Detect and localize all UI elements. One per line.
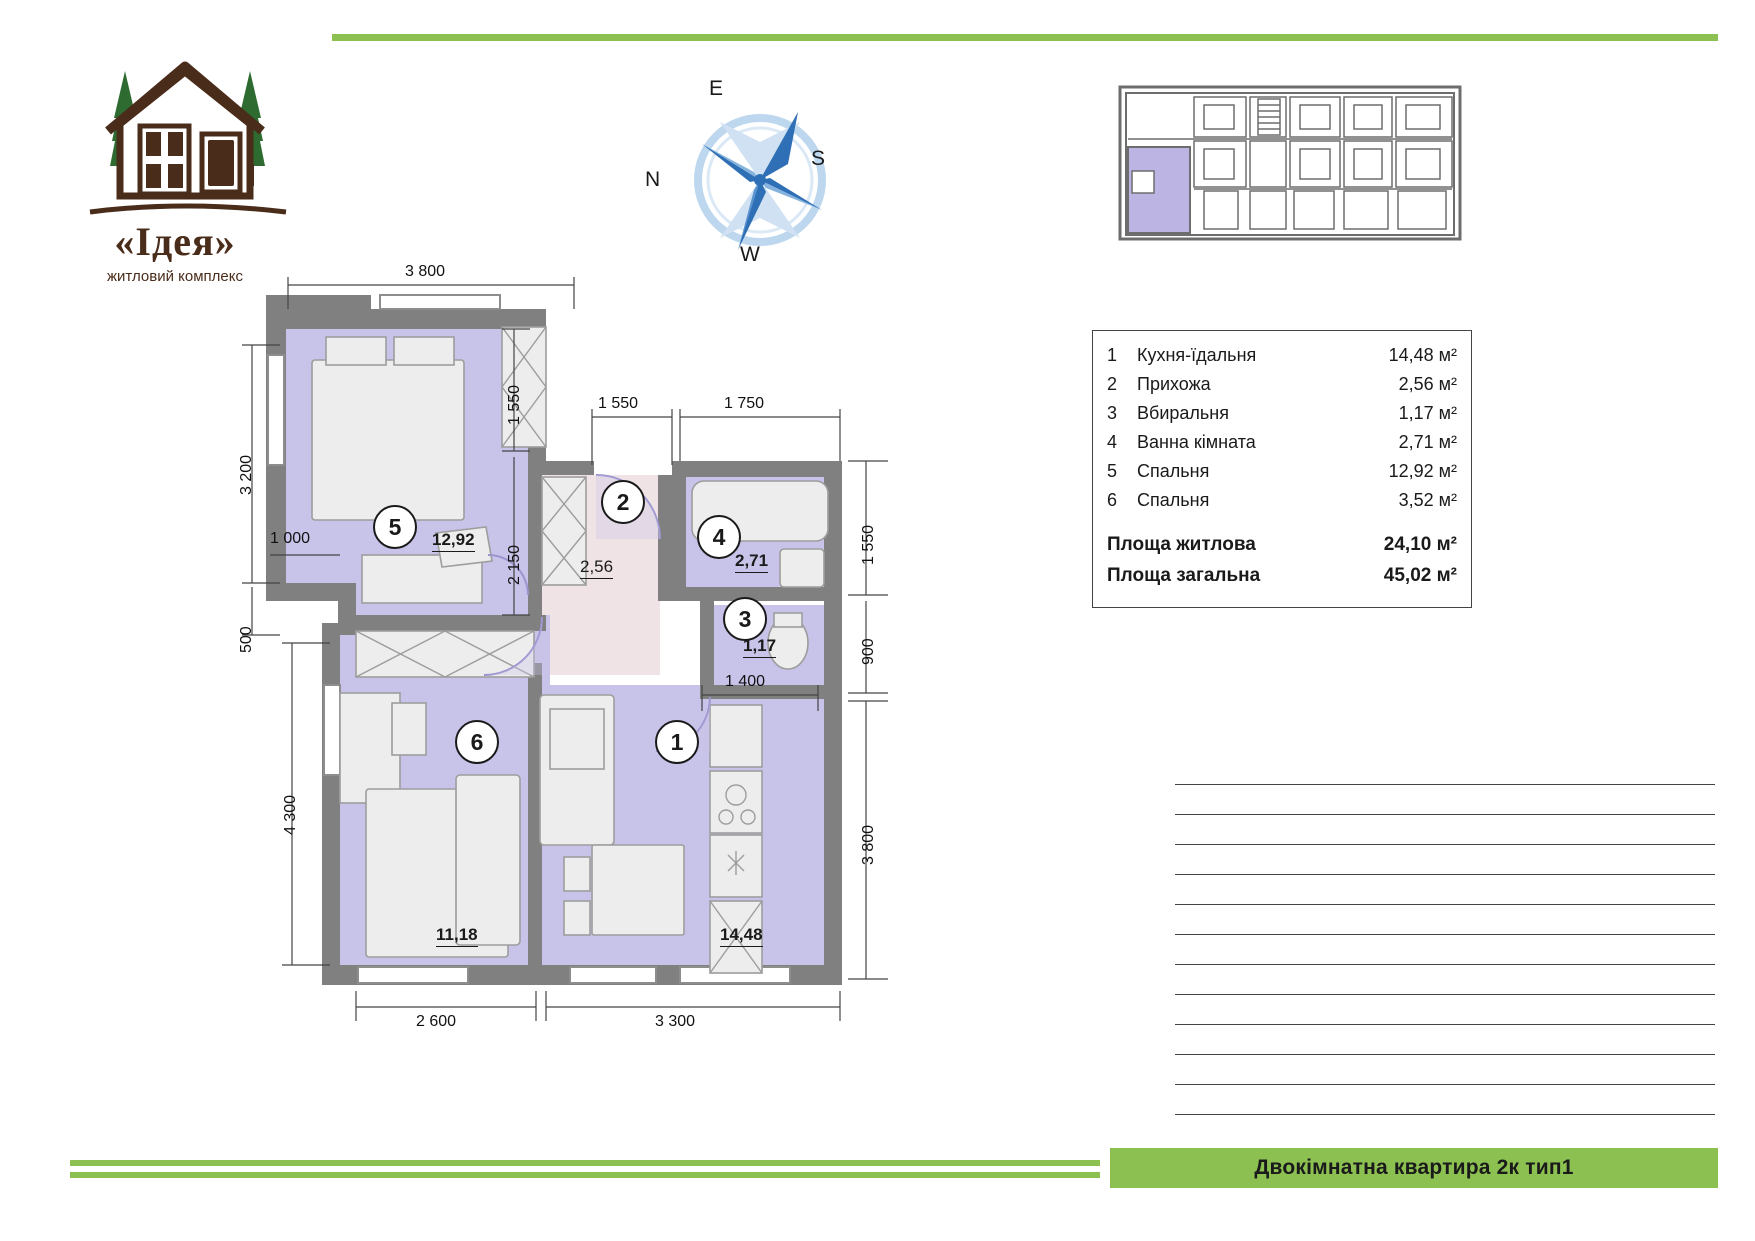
room-marker-4: 4 [697, 515, 741, 559]
note-line [1175, 1025, 1715, 1055]
area-label-bedroom5: 12,92 [432, 530, 475, 552]
note-line [1175, 785, 1715, 815]
footer-title: Двокімнатна квартира 2к тип1 [1254, 1156, 1574, 1179]
note-line [1175, 935, 1715, 965]
room-marker-3: 3 [723, 597, 767, 641]
top-accent-rule [332, 34, 1718, 41]
total-value: 24,10 м² [1383, 534, 1457, 555]
floor-plan [240, 265, 1000, 1045]
dim-left-500: 500 [238, 626, 255, 653]
total-label: Площа загальна [1107, 565, 1261, 586]
legend-label: Кухня-їдальня [1137, 345, 1257, 365]
dim-left-4300: 4 300 [282, 794, 299, 835]
legend-totals [1107, 529, 1457, 591]
legend-number: 3 [1107, 403, 1118, 423]
dim-left-1000: 1 000 [270, 530, 311, 547]
legend-area: 1,17 м² [1398, 403, 1457, 423]
legend-label: Вбиральня [1137, 403, 1229, 423]
legend-label: Ванна кімната [1137, 432, 1256, 452]
legend-row [1107, 370, 1457, 399]
legend-area: 2,71 м² [1398, 432, 1457, 452]
total-row-overall [1107, 560, 1457, 591]
legend-number: 1 [1107, 345, 1118, 365]
dim-left-3200: 3 200 [238, 454, 255, 495]
legend-row [1107, 486, 1457, 515]
legend-rows [1107, 341, 1457, 515]
area-label-kitchen: 14,48 [720, 925, 763, 947]
legend-row [1107, 399, 1457, 428]
brand-subtitle: житловий комплекс [107, 268, 243, 285]
compass-rose-icon [650, 60, 870, 290]
dim-inner-2150: 2 150 [506, 544, 523, 585]
legend-area: 14,48 м² [1388, 345, 1457, 365]
dim-kitchen-1400: 1 400 [725, 673, 766, 690]
legend-row [1107, 341, 1457, 370]
notes-area [1175, 755, 1715, 1115]
note-line [1175, 1085, 1715, 1115]
dim-right-3800: 3 800 [860, 824, 877, 865]
dim-inner-1550: 1 550 [506, 384, 523, 425]
note-line [1175, 1055, 1715, 1085]
legend-label: Прихожа [1137, 374, 1211, 394]
note-line [1175, 845, 1715, 875]
legend-label: Спальня [1137, 490, 1210, 510]
compass-label-south: S [811, 147, 826, 170]
room-marker-6: 6 [455, 720, 499, 764]
dim-right-1550: 1 550 [860, 524, 877, 565]
legend-number: 5 [1107, 461, 1118, 481]
legend-row [1107, 457, 1457, 486]
room-marker-2: 2 [601, 480, 645, 524]
note-line [1175, 995, 1715, 1025]
legend-number: 2 [1107, 374, 1118, 394]
compass-label-north: N [645, 168, 661, 191]
building-keyplan-icon [1118, 85, 1462, 245]
area-label-wc: 1,17 [743, 636, 776, 658]
legend-row [1107, 428, 1457, 457]
legend-number: 6 [1107, 490, 1118, 510]
dim-top-1750: 1 750 [724, 395, 765, 412]
total-label: Площа житлова [1107, 534, 1256, 555]
dim-right-900: 900 [860, 638, 877, 665]
room-legend-table [1092, 330, 1472, 608]
area-label-bath: 2,71 [735, 551, 768, 573]
legend-label: Спальня [1137, 461, 1210, 481]
note-line [1175, 965, 1715, 995]
total-row-living [1107, 529, 1457, 560]
total-value: 45,02 м² [1383, 565, 1457, 586]
room-marker-5: 5 [373, 505, 417, 549]
legend-area: 2,56 м² [1398, 374, 1457, 394]
room-marker-1: 1 [655, 720, 699, 764]
dim-bottom-3300: 3 300 [655, 1013, 696, 1030]
note-line [1175, 875, 1715, 905]
dim-top-3800: 3 800 [405, 263, 446, 280]
bottom-accent-rule-2 [70, 1172, 1100, 1178]
note-line [1175, 755, 1715, 785]
dim-top-1550: 1 550 [598, 395, 639, 412]
bottom-accent-rule-1 [70, 1160, 1100, 1166]
note-line [1175, 815, 1715, 845]
note-line [1175, 905, 1715, 935]
area-label-bedroom6: 11,18 [436, 925, 478, 947]
compass-label-west: W [740, 243, 760, 266]
legend-number: 4 [1107, 432, 1118, 452]
area-label-hall: 2,56 [580, 557, 613, 579]
compass-label-east: E [709, 77, 724, 100]
dim-bottom-2600: 2 600 [416, 1013, 457, 1030]
legend-area: 12,92 м² [1388, 461, 1457, 481]
brand-name: «Ідея» [114, 219, 236, 264]
legend-area: 3,52 м² [1398, 490, 1457, 510]
floor-plan-drawing [240, 265, 1000, 1045]
